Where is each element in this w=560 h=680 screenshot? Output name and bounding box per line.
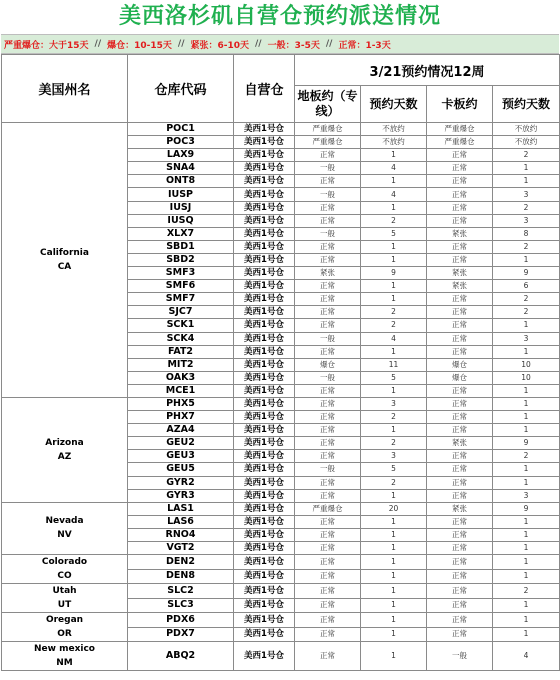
own-warehouse: 美西1号仓 <box>234 555 295 570</box>
legend-normal: 正常：1-3天 <box>338 40 391 51</box>
pallet-status: 正常 <box>427 411 493 424</box>
legend-moderate: 一般：3-5天 <box>267 40 320 51</box>
legend-overflow: 爆仓：10-15天 <box>107 40 172 51</box>
table-body <box>2 123 560 671</box>
warehouse-code: PHX5 <box>128 397 234 410</box>
floor-status: 正常 <box>295 397 361 410</box>
own-warehouse: 美西1号仓 <box>234 371 295 384</box>
own-warehouse: 美西1号仓 <box>234 253 295 266</box>
floor-status: 正常 <box>295 515 361 528</box>
state-name: Nevada <box>45 516 84 527</box>
floor-days: 4 <box>361 332 427 345</box>
state-cell <box>2 123 128 398</box>
own-warehouse: 美西1号仓 <box>234 463 295 476</box>
warehouse-code: PDX7 <box>128 627 234 642</box>
pallet-days: 3 <box>493 188 560 201</box>
own-warehouse: 美西1号仓 <box>234 319 295 332</box>
pallet-days: 8 <box>493 227 560 240</box>
floor-days: 1 <box>361 642 427 671</box>
state-abbr: CO <box>57 571 72 582</box>
warehouse-code: XLX7 <box>128 227 234 240</box>
state-abbr: UT <box>57 600 72 611</box>
own-warehouse: 美西1号仓 <box>234 642 295 671</box>
own-warehouse: 美西1号仓 <box>234 123 295 136</box>
pallet-days: 1 <box>493 515 560 528</box>
floor-days: 2 <box>361 437 427 450</box>
own-warehouse: 美西1号仓 <box>234 598 295 613</box>
pallet-days: 1 <box>493 384 560 397</box>
own-warehouse: 美西1号仓 <box>234 627 295 642</box>
own-warehouse: 美西1号仓 <box>234 332 295 345</box>
floor-days: 5 <box>361 371 427 384</box>
own-warehouse: 美西1号仓 <box>234 450 295 463</box>
warehouse-code: SMF6 <box>128 280 234 293</box>
own-warehouse: 美西1号仓 <box>234 345 295 358</box>
state-cell <box>2 613 128 642</box>
floor-days: 1 <box>361 149 427 162</box>
warehouse-code: SJC7 <box>128 306 234 319</box>
floor-status: 严重爆仓 <box>295 123 361 136</box>
pallet-status: 正常 <box>427 201 493 214</box>
warehouse-code: DEN2 <box>128 555 234 570</box>
pallet-status: 正常 <box>427 515 493 528</box>
warehouse-code: GYR3 <box>128 489 234 502</box>
own-warehouse: 美西1号仓 <box>234 515 295 528</box>
own-warehouse: 美西1号仓 <box>234 240 295 253</box>
floor-status: 正常 <box>295 598 361 613</box>
pallet-days: 1 <box>493 175 560 188</box>
floor-status: 正常 <box>295 306 361 319</box>
state-name: Arizona <box>45 437 84 448</box>
pallet-status: 正常 <box>427 476 493 489</box>
floor-status: 正常 <box>295 555 361 570</box>
state-name: Colorado <box>41 557 88 568</box>
own-warehouse: 美西1号仓 <box>234 267 295 280</box>
pallet-days: 1 <box>493 162 560 175</box>
floor-status: 正常 <box>295 384 361 397</box>
floor-status: 正常 <box>295 489 361 502</box>
own-warehouse: 美西1号仓 <box>234 397 295 410</box>
floor-status: 正常 <box>295 319 361 332</box>
warehouse-code: MIT2 <box>128 358 234 371</box>
pallet-status: 严重爆仓 <box>427 136 493 149</box>
warehouse-code: LAS6 <box>128 515 234 528</box>
floor-status: 一般 <box>295 371 361 384</box>
pallet-days: 2 <box>493 584 560 599</box>
warehouse-code: GEU3 <box>128 450 234 463</box>
warehouse-code: AZA4 <box>128 424 234 437</box>
state-abbr: CA <box>57 261 72 272</box>
floor-days: 1 <box>361 584 427 599</box>
floor-status: 一般 <box>295 188 361 201</box>
floor-days: 2 <box>361 214 427 227</box>
floor-status: 一般 <box>295 463 361 476</box>
floor-days: 1 <box>361 598 427 613</box>
state-name: California <box>40 247 89 258</box>
floor-days: 1 <box>361 613 427 628</box>
floor-status: 正常 <box>295 627 361 642</box>
floor-status: 正常 <box>295 542 361 555</box>
pallet-days: 1 <box>493 555 560 570</box>
floor-days: 1 <box>361 424 427 437</box>
own-warehouse: 美西1号仓 <box>234 136 295 149</box>
pallet-status: 紧张 <box>427 502 493 515</box>
pallet-status: 正常 <box>427 253 493 266</box>
warehouse-code: SNA4 <box>128 162 234 175</box>
own-warehouse: 美西1号仓 <box>234 162 295 175</box>
state-abbr: NM <box>56 658 73 669</box>
header-own-warehouse: 自营仓 <box>234 55 295 123</box>
floor-status: 正常 <box>295 253 361 266</box>
pallet-days: 1 <box>493 627 560 642</box>
floor-status: 正常 <box>295 214 361 227</box>
floor-days: 9 <box>361 267 427 280</box>
floor-status: 正常 <box>295 240 361 253</box>
warehouse-code: FAT2 <box>128 345 234 358</box>
warehouse-code: ONT8 <box>128 175 234 188</box>
own-warehouse: 美西1号仓 <box>234 542 295 555</box>
pallet-status: 正常 <box>427 569 493 584</box>
floor-days: 1 <box>361 627 427 642</box>
pallet-days: 9 <box>493 437 560 450</box>
warehouse-code: VGT2 <box>128 542 234 555</box>
floor-days: 1 <box>361 515 427 528</box>
floor-status: 正常 <box>295 175 361 188</box>
floor-days: 1 <box>361 528 427 541</box>
floor-status: 正常 <box>295 437 361 450</box>
pallet-days: 1 <box>493 424 560 437</box>
pallet-days: 不放约 <box>493 123 560 136</box>
pallet-status: 正常 <box>427 214 493 227</box>
own-warehouse: 美西1号仓 <box>234 569 295 584</box>
warehouse-code: DEN8 <box>128 569 234 584</box>
pallet-status: 紧张 <box>427 267 493 280</box>
pallet-status: 正常 <box>427 627 493 642</box>
warehouse-code: LAS1 <box>128 502 234 515</box>
warehouse-code: POC3 <box>128 136 234 149</box>
floor-status: 正常 <box>295 411 361 424</box>
status-legend <box>1 34 559 54</box>
own-warehouse: 美西1号仓 <box>234 306 295 319</box>
floor-days: 1 <box>361 569 427 584</box>
own-warehouse: 美西1号仓 <box>234 528 295 541</box>
page-title: 美西洛杉矶自营仓预约派送情况 <box>118 4 441 29</box>
pallet-status: 正常 <box>427 555 493 570</box>
pallet-days: 1 <box>493 476 560 489</box>
pallet-days: 4 <box>493 642 560 671</box>
pallet-status: 正常 <box>427 332 493 345</box>
pallet-days: 6 <box>493 280 560 293</box>
floor-days: 不放约 <box>361 123 427 136</box>
floor-status: 正常 <box>295 345 361 358</box>
floor-days: 1 <box>361 293 427 306</box>
pallet-days: 9 <box>493 502 560 515</box>
warehouse-code: SCK4 <box>128 332 234 345</box>
own-warehouse: 美西1号仓 <box>234 227 295 240</box>
warehouse-code: GEU2 <box>128 437 234 450</box>
state-cell <box>2 502 128 554</box>
header-floor-days: 预约天数 <box>361 86 427 123</box>
header-floor-appointment: 地板约（专线） <box>295 86 361 123</box>
warehouse-code: LAX9 <box>128 149 234 162</box>
pallet-status: 正常 <box>427 345 493 358</box>
floor-days: 3 <box>361 397 427 410</box>
own-warehouse: 美西1号仓 <box>234 502 295 515</box>
warehouse-code: GEU5 <box>128 463 234 476</box>
pallet-status: 紧张 <box>427 280 493 293</box>
pallet-status: 正常 <box>427 293 493 306</box>
warehouse-code: POC1 <box>128 123 234 136</box>
warehouse-code: MCE1 <box>128 384 234 397</box>
warehouse-code: PDX6 <box>128 613 234 628</box>
state-cell <box>2 642 128 671</box>
own-warehouse: 美西1号仓 <box>234 384 295 397</box>
floor-status: 紧张 <box>295 267 361 280</box>
pallet-days: 1 <box>493 345 560 358</box>
own-warehouse: 美西1号仓 <box>234 149 295 162</box>
pallet-days: 3 <box>493 332 560 345</box>
floor-days: 2 <box>361 306 427 319</box>
floor-days: 1 <box>361 542 427 555</box>
pallet-status: 正常 <box>427 450 493 463</box>
header-pallet-appointment: 卡板约 <box>427 86 493 123</box>
floor-days: 2 <box>361 476 427 489</box>
floor-status: 正常 <box>295 584 361 599</box>
floor-status: 严重爆仓 <box>295 136 361 149</box>
floor-status: 一般 <box>295 162 361 175</box>
pallet-status: 正常 <box>427 175 493 188</box>
pallet-days: 不放约 <box>493 136 560 149</box>
pallet-days: 1 <box>493 397 560 410</box>
table-row <box>2 397 560 410</box>
floor-days: 20 <box>361 502 427 515</box>
own-warehouse: 美西1号仓 <box>234 293 295 306</box>
legend-severe: 严重爆仓：大于15天 <box>4 40 89 51</box>
warehouse-code: SMF3 <box>128 267 234 280</box>
own-warehouse: 美西1号仓 <box>234 358 295 371</box>
own-warehouse: 美西1号仓 <box>234 280 295 293</box>
pallet-status: 爆仓 <box>427 358 493 371</box>
pallet-status: 正常 <box>427 162 493 175</box>
floor-status: 正常 <box>295 569 361 584</box>
floor-days: 4 <box>361 188 427 201</box>
pallet-status: 正常 <box>427 489 493 502</box>
own-warehouse: 美西1号仓 <box>234 214 295 227</box>
pallet-days: 1 <box>493 613 560 628</box>
pallet-days: 2 <box>493 240 560 253</box>
floor-status: 正常 <box>295 528 361 541</box>
pallet-status: 紧张 <box>427 227 493 240</box>
own-warehouse: 美西1号仓 <box>234 201 295 214</box>
table-row <box>2 123 560 136</box>
pallet-status: 正常 <box>427 306 493 319</box>
legend-separator: // <box>255 39 262 49</box>
warehouse-code: SBD2 <box>128 253 234 266</box>
pallet-days: 2 <box>493 450 560 463</box>
own-warehouse: 美西1号仓 <box>234 613 295 628</box>
warehouse-code: IUSJ <box>128 201 234 214</box>
floor-status: 正常 <box>295 424 361 437</box>
own-warehouse: 美西1号仓 <box>234 424 295 437</box>
pallet-status: 正常 <box>427 463 493 476</box>
pallet-days: 10 <box>493 358 560 371</box>
warehouse-code: SLC2 <box>128 584 234 599</box>
table-row <box>2 555 560 570</box>
pallet-status: 一般 <box>427 642 493 671</box>
own-warehouse: 美西1号仓 <box>234 175 295 188</box>
floor-status: 爆仓 <box>295 358 361 371</box>
pallet-status: 紧张 <box>427 437 493 450</box>
legend-tight: 紧张：6-10天 <box>190 40 250 51</box>
pallet-status: 正常 <box>427 542 493 555</box>
pallet-status: 正常 <box>427 424 493 437</box>
warehouse-code: SLC3 <box>128 598 234 613</box>
floor-days: 11 <box>361 358 427 371</box>
state-name: New mexico <box>34 644 95 655</box>
warehouse-code: GYR2 <box>128 476 234 489</box>
pallet-status: 正常 <box>427 149 493 162</box>
pallet-days: 1 <box>493 528 560 541</box>
warehouse-code: IUSP <box>128 188 234 201</box>
state-abbr: NV <box>57 530 72 541</box>
table-row <box>2 584 560 599</box>
table-row <box>2 502 560 515</box>
floor-days: 1 <box>361 201 427 214</box>
pallet-days: 1 <box>493 598 560 613</box>
floor-status: 正常 <box>295 476 361 489</box>
floor-days: 1 <box>361 240 427 253</box>
state-cell <box>2 584 128 613</box>
own-warehouse: 美西1号仓 <box>234 476 295 489</box>
floor-status: 正常 <box>295 149 361 162</box>
own-warehouse: 美西1号仓 <box>234 437 295 450</box>
pallet-days: 2 <box>493 306 560 319</box>
appointment-table <box>1 54 560 671</box>
warehouse-code: SMF7 <box>128 293 234 306</box>
pallet-status: 正常 <box>427 584 493 599</box>
warehouse-code: PHX7 <box>128 411 234 424</box>
header-state: 美国州名 <box>2 55 128 123</box>
floor-days: 1 <box>361 489 427 502</box>
state-cell <box>2 555 128 584</box>
pallet-status: 爆仓 <box>427 371 493 384</box>
header-warehouse-code: 仓库代码 <box>128 55 234 123</box>
floor-days: 2 <box>361 411 427 424</box>
pallet-days: 2 <box>493 293 560 306</box>
pallet-days: 9 <box>493 267 560 280</box>
table-row <box>2 642 560 671</box>
state-name: Utah <box>52 586 77 597</box>
floor-days: 1 <box>361 175 427 188</box>
header-pallet-days: 预约天数 <box>493 86 560 123</box>
pallet-status: 正常 <box>427 528 493 541</box>
legend-separator: // <box>177 39 185 49</box>
floor-days: 5 <box>361 463 427 476</box>
pallet-status: 正常 <box>427 384 493 397</box>
pallet-days: 1 <box>493 542 560 555</box>
pallet-days: 1 <box>493 253 560 266</box>
warehouse-code: RNO4 <box>128 528 234 541</box>
warehouse-code: SCK1 <box>128 319 234 332</box>
pallet-days: 3 <box>493 489 560 502</box>
floor-status: 正常 <box>295 613 361 628</box>
state-name: Oregan <box>45 615 84 626</box>
pallet-status: 严重爆仓 <box>427 123 493 136</box>
floor-days: 1 <box>361 280 427 293</box>
report-page <box>1 0 559 671</box>
floor-days: 1 <box>361 555 427 570</box>
pallet-status: 正常 <box>427 598 493 613</box>
floor-status: 正常 <box>295 201 361 214</box>
pallet-status: 正常 <box>427 613 493 628</box>
floor-days: 2 <box>361 319 427 332</box>
pallet-days: 2 <box>493 201 560 214</box>
state-cell <box>2 397 128 502</box>
pallet-days: 3 <box>493 214 560 227</box>
floor-status: 正常 <box>295 642 361 671</box>
warehouse-code: ABQ2 <box>128 642 234 671</box>
header-period: 3/21预约情况12周 <box>295 55 560 86</box>
warehouse-code: SBD1 <box>128 240 234 253</box>
floor-status: 严重爆仓 <box>295 502 361 515</box>
table-row <box>2 613 560 628</box>
own-warehouse: 美西1号仓 <box>234 489 295 502</box>
own-warehouse: 美西1号仓 <box>234 188 295 201</box>
legend-separator: // <box>94 39 102 49</box>
pallet-days: 2 <box>493 149 560 162</box>
pallet-status: 正常 <box>427 319 493 332</box>
floor-days: 3 <box>361 450 427 463</box>
floor-status: 正常 <box>295 450 361 463</box>
floor-status: 一般 <box>295 332 361 345</box>
floor-days: 4 <box>361 162 427 175</box>
own-warehouse: 美西1号仓 <box>234 584 295 599</box>
warehouse-code: OAK3 <box>128 371 234 384</box>
pallet-days: 1 <box>493 319 560 332</box>
floor-days: 5 <box>361 227 427 240</box>
floor-days: 1 <box>361 253 427 266</box>
state-abbr: AZ <box>57 451 72 462</box>
pallet-days: 10 <box>493 371 560 384</box>
pallet-days: 1 <box>493 463 560 476</box>
pallet-days: 1 <box>493 569 560 584</box>
floor-status: 正常 <box>295 293 361 306</box>
warehouse-code: IUSQ <box>128 214 234 227</box>
own-warehouse: 美西1号仓 <box>234 411 295 424</box>
state-abbr: OR <box>57 629 72 640</box>
pallet-status: 正常 <box>427 397 493 410</box>
legend-separator: // <box>325 39 333 49</box>
pallet-days: 1 <box>493 411 560 424</box>
floor-status: 正常 <box>295 280 361 293</box>
floor-days: 不放约 <box>361 136 427 149</box>
floor-days: 1 <box>361 345 427 358</box>
pallet-status: 正常 <box>427 188 493 201</box>
floor-status: 一般 <box>295 227 361 240</box>
pallet-status: 正常 <box>427 240 493 253</box>
floor-days: 1 <box>361 384 427 397</box>
